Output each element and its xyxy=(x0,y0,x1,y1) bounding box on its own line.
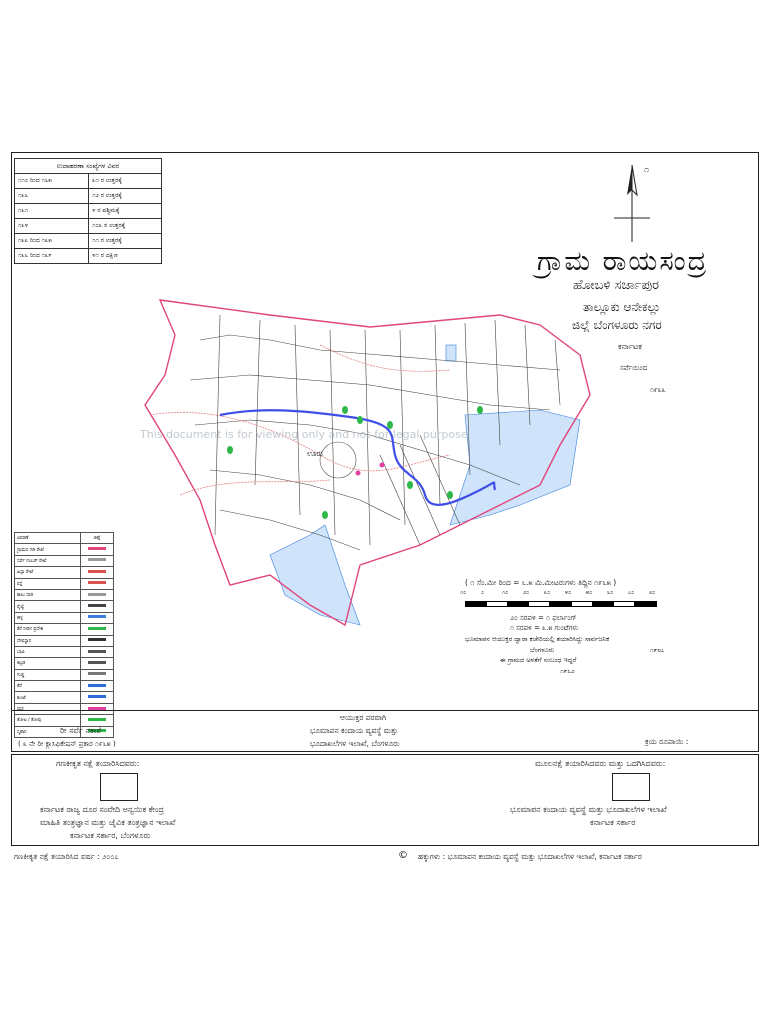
small-pond xyxy=(446,345,456,361)
legend-item: ರೈಲ್ವೆ xyxy=(15,601,114,612)
legend-item: ಕಾಲು ದಾರಿ xyxy=(15,589,114,600)
map-legend: ವಿವರಣೆ ಚಿಹ್ನೆ ಗ್ರಾಮದ ಗಡಿ ರೇಖೆ ಸರ್ವೆ ನಂಬರ್ ರೇಖೆ ಹಿಸ್ಸಾ ರೇಖೆ ರಸ್ತೆ ಕಾಲು ದಾರಿ ರೈಲ್ವೆ ಹಳ್ಳ ಕೆರೆ ನೀರಿನ ಪ್ರದೇಶ ದೇವಸ್ಥಾನ ಬಾವಿ ಕಟ್ಟಡ ಗುಡ್ಡ ಕೆರೆ ಕುಂಟೆ ಮರ ತೋಟ / ತೋಪು ಸ್ಮಶಾನ xyxy=(14,532,114,738)
village-map xyxy=(120,285,620,665)
commissioner-line-1: ಆಯುಕ್ತರ ಪರವಾಗಿ xyxy=(340,713,387,722)
commissioner-line-2: ಭೂಮಾಪನ ಕಂದಾಯ ವ್ಯವಸ್ಥೆ ಮತ್ತು xyxy=(310,726,398,735)
digitized-by-heading: ಗಣಕೀಕೃತ ನಕ್ಷೆ ತಯಾರಿಸಿದವರು: xyxy=(56,759,140,768)
legend-symbol-icon xyxy=(81,635,114,646)
village-title: ಗ್ರಾಮ ರಾಯಸಂದ್ರ xyxy=(537,246,709,277)
legend-item: ಸರ್ವೆ ನಂಬರ್ ರೇಖೆ xyxy=(15,555,114,566)
table-row: ೧೩೪ ೧೦೩ ರ ಉತ್ತರಕ್ಕೆ xyxy=(15,219,162,234)
footer-band-divider xyxy=(11,710,759,711)
price-label: ಕ್ರಯ ರೂಪಾಯಿ : xyxy=(645,737,689,746)
watermark-text: This document is for viewing only and not for legal purpose xyxy=(140,428,468,441)
source-map-line-1: ಭೂಮಾಪನ ಕಂದಾಯ ವ್ಯವಸ್ಥೆ ಮತ್ತು ಭೂದಾಖಲೆಗಳ ಇಲಾಖೆ xyxy=(510,805,667,814)
legend-item: ಕೆರೆ ನೀರಿನ ಪ್ರದೇಶ xyxy=(15,624,114,635)
tree-markers xyxy=(227,406,483,519)
legend-symbol-icon xyxy=(81,658,114,669)
tank-water-area-south xyxy=(270,525,360,625)
legend-item: ಕಟ್ಟಡ xyxy=(15,658,114,669)
legend-item: ದೇವಸ್ಥಾನ xyxy=(15,635,114,646)
scale-side-note: ೧೯೮೭ xyxy=(650,646,665,654)
legend-item: ಬಾವಿ xyxy=(15,646,114,657)
legend-item: ಮರ xyxy=(15,703,114,714)
scale-line-3: ಭೂಮಾಪನ ಆಯುಕ್ತರ ದ್ವಾರಾ ಕಚೇರಿಯಲ್ಲಿ ತಯಾರಿಸಿದ್ದು ಸಾರ್ವಜನಿಕ xyxy=(465,635,610,643)
legend-item: ಕುಂಟೆ xyxy=(15,692,114,703)
legend-symbol-icon xyxy=(81,578,114,589)
table-row: ೧೩೩ ರಿಂದ ೧೩೫ ೧೧ ರ ಉತ್ತರಕ್ಕೆ xyxy=(15,234,162,249)
digitized-by-logo xyxy=(100,773,138,801)
scale-line-4: ಬೆಂಗಳೂರು xyxy=(530,646,555,654)
resurvey-label: ರೀ ಸರ್ವೆ ನಕಾಶೆ xyxy=(60,726,102,735)
village-site xyxy=(320,442,356,478)
copyright-icon: © xyxy=(398,850,408,861)
source-map-line-2: ಕರ್ನಾಟಕ ಸರ್ಕಾರ xyxy=(590,818,636,827)
scale-line-2: ೧ ಸರಪಳಿ = ೩.೫ ಗುಂಟೆಗಳು xyxy=(510,624,579,632)
north-label: ೧ xyxy=(644,165,650,175)
source-map-heading: ಮೂಲನಕ್ಷೆ ತಯಾರಿಸಿದವರು ಮತ್ತು ಒದಗಿಸಿದವರು: xyxy=(535,759,666,768)
taluk-name: ತಾಲ್ಲೂಕು ಆನೇಕಲ್ಲು xyxy=(583,300,661,314)
copyright-text: ಹಕ್ಕುಗಳು : ಭೂಮಾಪನ ಕಂದಾಯ ವ್ಯವಸ್ಥೆ ಮತ್ತು ಭೂದಾಖಲೆಗಳ ಇಲಾಖೆ, ಕರ್ನಾಟಕ ಸರ್ಕಾರ xyxy=(418,852,642,861)
hobli-name: ಹೋಬಳಿ ಸರ್ಜಾಪುರ xyxy=(573,278,660,293)
scale-line-1: ೨೦ ಸರಪಳಿ = ೧ ಫರ್ಲಾಂಗ್ xyxy=(510,614,577,622)
scale-tick-label: ೭೦ xyxy=(628,590,635,596)
legend-symbol-icon xyxy=(81,669,114,680)
legend-item: ಹಿಸ್ಸಾ ರೇಖೆ xyxy=(15,567,114,578)
legend-symbol-icon xyxy=(81,692,114,703)
scale-line-5: ಈ ಗ್ರಾಮದ ಅಳತೆಗೆ ಸಂಬಂಧ ಇದ್ದರೆ xyxy=(500,656,577,664)
legend-symbol-icon xyxy=(81,589,114,600)
legend-symbol-icon xyxy=(81,646,114,657)
legend-item: ಗ್ರಾಮದ ಗಡಿ ರೇಖೆ xyxy=(15,544,114,555)
legend-item: ಕೆರೆ xyxy=(15,681,114,692)
legend-item: ರಸ್ತೆ xyxy=(15,578,114,589)
table-row: ೧೧೦ ರಿಂದ ೧೬೫ ೩೧ ರ ಉತ್ತರಕ್ಕೆ xyxy=(15,174,162,189)
table-row: ೧೩೬ ೧೨ ರ ಉತ್ತರಕ್ಕೆ xyxy=(15,189,162,204)
survey-year: ೧೯೩೩ xyxy=(650,386,666,394)
road xyxy=(180,480,330,495)
scale-tick-label: ೨೦ xyxy=(523,590,530,596)
scale-bar xyxy=(465,601,657,607)
legend-symbol-icon xyxy=(81,624,114,635)
digitized-by-line-1: ಕರ್ನಾಟಕ ರಾಜ್ಯ ದೂರ ಸಂವೇದಿ ಅನ್ವಯಿಕ ಕೇಂದ್ರ xyxy=(40,805,164,814)
legend-item: ಗುಡ್ಡ xyxy=(15,669,114,680)
legend-symbol-icon xyxy=(81,681,114,692)
legend-symbol-icon xyxy=(81,544,114,555)
scale-tick-label: ೬೦ xyxy=(607,590,614,596)
resurvey-note: ( ೩ ನೇ ರೀ ಕ್ಲಾಸಿಫಿಕೇಷನ್ ಪ್ರಕಾರ ೧೯೬೫ ) xyxy=(18,740,116,748)
scale-tick-label: ೪೦ xyxy=(565,590,572,596)
digitized-year: ಗಣಕೀಕೃತ ನಕ್ಷೆ ತಯಾರಿಸಿದ ವರ್ಷ : ೨೦೦೭ xyxy=(14,852,119,861)
legend-item: ತೋಟ / ತೋಪು xyxy=(15,715,114,726)
temple-markers xyxy=(356,463,385,476)
scale-tick-label: ೫೦ xyxy=(586,590,593,596)
table-row: ೧೩೧ ೪ ರ ಪಶ್ಚಿಮಕ್ಕೆ xyxy=(15,204,162,219)
legend-item: ಹಳ್ಳ xyxy=(15,612,114,623)
legend-symbol-icon xyxy=(81,715,114,726)
digitized-by-line-2: ಮಾಹಿತಿ ತಂತ್ರಜ್ಞಾನ ಮತ್ತು ಜೈವಿಕ ತಂತ್ರಜ್ಞಾನ ಇಲಾಖೆ xyxy=(40,818,176,827)
digitized-by-line-3: ಕರ್ನಾಟಕ ಸರ್ಕಾರ, ಬೆಂಗಳೂರು xyxy=(70,831,151,840)
key-table-header: ಉದಾಹರಣಾ ಸಂಖ್ಯೆಗಳ ವಿವರ xyxy=(15,159,162,174)
table-row: ೧೩೬ ರಿಂದ ೧೩೯ ೪೧ ರ ದಕ್ಷಿಣ xyxy=(15,249,162,264)
scale-caption: ( ೧ ಸೆಂ.ಮೀ ರಿಂದ = ೬.೫ ಮಿ.ಮೀಟರುಗಳು ತಿದ್ದಿನ ೧೯೬೫ ) xyxy=(465,578,617,587)
survey-label: ಸರ್ವೆಯಿಂದ xyxy=(620,364,648,372)
source-map-logo xyxy=(612,773,650,801)
scale-tick-label: ೮೦ xyxy=(649,590,656,596)
legend-symbol-icon xyxy=(81,601,114,612)
scale-tick-label: ೦ xyxy=(481,590,485,596)
legend-symbol-icon xyxy=(81,612,114,623)
survey-number-key-table xyxy=(14,158,162,264)
legend-symbol-icon xyxy=(81,567,114,578)
road xyxy=(320,345,450,371)
commissioner-line-3: ಭೂದಾಖಲೆಗಳ ಇಲಾಖೆ, ಬೆಂಗಳೂರು xyxy=(310,739,400,748)
stream xyxy=(220,410,495,505)
state-name: ಕರ್ನಾಟಕ xyxy=(618,342,642,351)
scale-line-6: ೧೯೬೨ xyxy=(560,667,575,675)
district-name: ಜಿಲ್ಲೆ ಬೆಂಗಳೂರು ನಗರ xyxy=(572,318,662,332)
scale-tick-label: ೩೦ xyxy=(544,590,551,596)
village-site-label: ಊರು xyxy=(307,449,324,458)
scale-tick-label: ೧೦ xyxy=(502,590,509,596)
scale-tick-label: ೧೦ xyxy=(460,590,467,596)
legend-item: ಸ್ಮಶಾನ xyxy=(15,726,114,737)
road xyxy=(150,412,450,470)
legend-symbol-icon xyxy=(81,555,114,566)
